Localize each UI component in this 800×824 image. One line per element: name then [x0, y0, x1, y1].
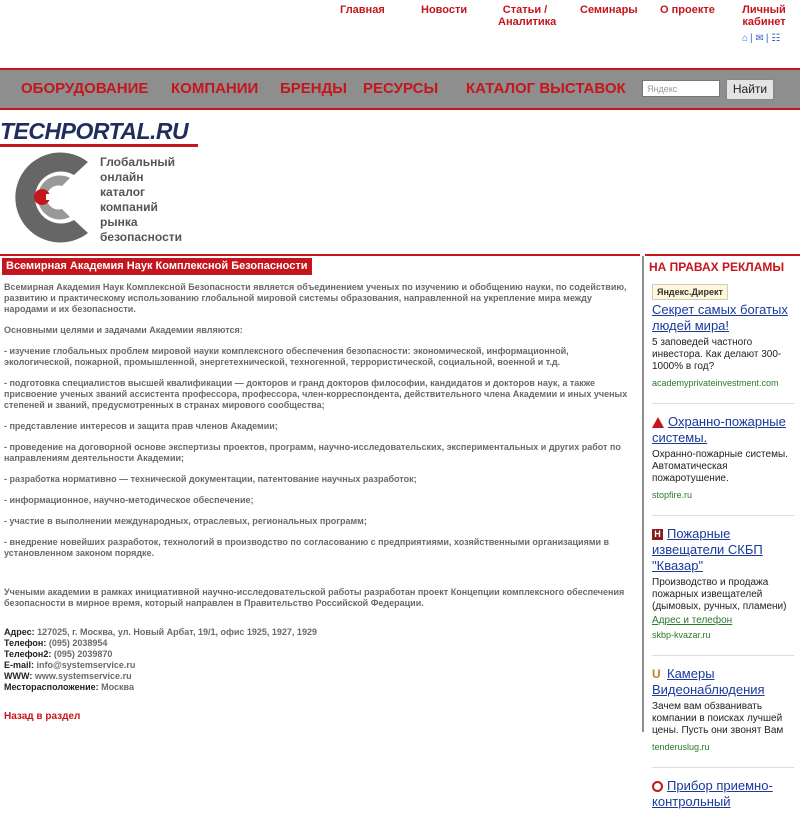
- paragraph: - проведение на договорной основе экспертизы проектов, программ, научно-исследовательских, экспериментальных и других работ по направлениям деятельности Академии;: [4, 442, 621, 463]
- warning-icon: [652, 417, 664, 428]
- ads-column: [652, 282, 794, 824]
- back-link[interactable]: Назад в раздел: [4, 711, 81, 722]
- logo-underline: [0, 144, 198, 147]
- nav-account[interactable]: Личный кабинет: [742, 4, 786, 28]
- logo-emblem: [0, 150, 92, 250]
- mail-icon[interactable]: ✉: [755, 33, 764, 44]
- closing-paragraph: Учеными академии в рамках инициативной научно-исследовательской работы разработан проект Концепции комплексного обеспечения безопасности в мирное время, который направлен в Правительство Российской Федерации.: [4, 587, 625, 608]
- contact-phone: Телефон: (095) 2038954: [4, 638, 108, 648]
- ads-header: НА ПРАВАХ РЕКЛАМЫ: [649, 260, 785, 274]
- paragraph: - информационное, научно-методическое обеспечение;: [4, 495, 254, 505]
- ad-title[interactable]: H Пожарные извещатели СКБП "Квазар": [652, 526, 763, 573]
- ad-url[interactable]: academyprivateinvestment.com: [652, 378, 779, 388]
- ad-extra-link[interactable]: Адрес и телефон: [652, 615, 733, 626]
- menu-equipment[interactable]: ОБОРУДОВАНИЕ: [21, 80, 149, 97]
- paragraph: Всемирная Академия Наук Комплексной Безопасности является объединением ученых по изучению и обобщению науки, по содействию, развитию и практическому использованию глобальной мировой системы образования, направленной на укрепление мира между народами и их безопасности.: [4, 282, 627, 314]
- search-input[interactable]: Яндекс: [642, 80, 720, 97]
- ad-title[interactable]: Охранно-пожарные системы.: [652, 414, 786, 445]
- site-tagline: Глобальный онлайн каталог компаний рынка безопасности: [100, 155, 183, 244]
- ad-title[interactable]: Секрет самых богатых людей мира!: [652, 302, 788, 333]
- page-title: Всемирная Академия Наук Комплексной Безопасности: [2, 258, 312, 275]
- nav-about[interactable]: О проекте: [660, 4, 715, 16]
- email-link[interactable]: info@systemservice.ru: [36, 660, 136, 670]
- yandex-direct-label[interactable]: Яндекс.Директ: [652, 284, 728, 300]
- paragraph: - подготовка специалистов высшей квалификации — докторов и гранд докторов философии, кандидатов и докторов наук, а также присвоение ученых званий ассистента профессора, профессора, член-корреспондента, действительного члена Академии и иных ученых степеней и званий, предусмотренных в странах мирового сообщества;: [4, 378, 628, 410]
- site-logo-text[interactable]: TECHPORTAL.RU: [0, 118, 189, 144]
- nav-news[interactable]: Новости: [421, 4, 468, 16]
- ad-item[interactable]: [652, 526, 794, 641]
- menu-brands[interactable]: БРЕНДЫ: [280, 80, 347, 97]
- ad-item[interactable]: [652, 414, 794, 501]
- ad-title[interactable]: Прибор приемно-контрольный: [652, 778, 773, 809]
- paragraph: - участие в выполнении международных, отраслевых, региональных программ;: [4, 516, 367, 526]
- nav-home[interactable]: Главная: [340, 4, 385, 16]
- ads-title-bar: [645, 254, 800, 278]
- contact-email: E-mail: info@systemservice.ru: [4, 660, 136, 670]
- main-menu: [0, 68, 800, 110]
- h-icon: H: [652, 529, 663, 540]
- ad-url[interactable]: tenderuslug.ru: [652, 742, 710, 752]
- home-icon[interactable]: ⌂: [742, 33, 749, 44]
- sitemap-icon[interactable]: ☷: [771, 33, 781, 44]
- ad-item[interactable]: [652, 302, 794, 389]
- ad-text: Зачем вам обзванивать компании в поисках лучшей цены. Пусть они звонят Вам: [652, 701, 784, 736]
- contact-block: [4, 627, 634, 693]
- ad-text: Производство и продажа пожарных извещателей (дымовых, ручных, пламени): [652, 577, 787, 612]
- website-link[interactable]: www.systemservice.ru: [34, 671, 132, 681]
- contact-location: Месторасположение: Москва: [4, 682, 134, 692]
- ad-text: 5 заповедей частного инвестора. Как делают 300-1000% в год?: [652, 337, 782, 372]
- ad-title[interactable]: U Камеры Видеонаблюдения: [652, 666, 765, 697]
- ad-text: Охранно-пожарные системы. Автоматическая пожаротушение.: [652, 449, 788, 484]
- ad-url[interactable]: skbp-kvazar.ru: [652, 630, 711, 640]
- contact-www: WWW: www.systemservice.ru: [4, 671, 132, 681]
- clock-icon: [652, 781, 663, 792]
- top-nav: [0, 0, 800, 68]
- top-icons: ⌂ | ✉ | ☷: [742, 33, 781, 44]
- contact-phone2: Телефон2: (095) 2039870: [4, 649, 113, 659]
- menu-resources[interactable]: РЕСУРСЫ: [363, 80, 439, 97]
- menu-exhibitions[interactable]: КАТАЛОГ ВЫСТАВОК: [466, 80, 626, 97]
- paragraph: - разработка нормативно — технической документации, патентование научных разработок;: [4, 474, 417, 484]
- u-icon: U: [652, 667, 661, 682]
- ad-item[interactable]: [652, 666, 794, 753]
- contact-address: Адрес: 127025, г. Москва, ул. Новый Арбат, 19/1, офис 1925, 1927, 1929: [4, 627, 317, 637]
- menu-companies[interactable]: КОМПАНИИ: [171, 80, 259, 97]
- paragraph: - внедрение новейших разработок, технологий в производство по согласованию с предприятиями, хозяйственными организациями в установленном законом порядке.: [4, 537, 610, 558]
- ad-url[interactable]: stopfire.ru: [652, 490, 693, 500]
- paragraph: - представление интересов и защита прав членов Академии;: [4, 421, 278, 431]
- nav-articles[interactable]: Статьи / Аналитика: [498, 4, 557, 28]
- search-button[interactable]: Найти: [726, 79, 774, 100]
- paragraph: - изучение глобальных проблем мировой науки комплексного обеспечения безопасности: экономической, информационной, экологической, пожарной, промышленной, энергетехнической, техногенной, террористической, социальной, военной и т.д.: [4, 346, 569, 367]
- content-title-bar: [0, 254, 640, 278]
- article-body: [4, 282, 634, 722]
- column-divider: [642, 256, 644, 732]
- nav-seminars[interactable]: Семинары: [580, 4, 638, 16]
- ad-item[interactable]: [652, 778, 794, 810]
- paragraph: Основными целями и задачами Академии являются:: [4, 325, 243, 335]
